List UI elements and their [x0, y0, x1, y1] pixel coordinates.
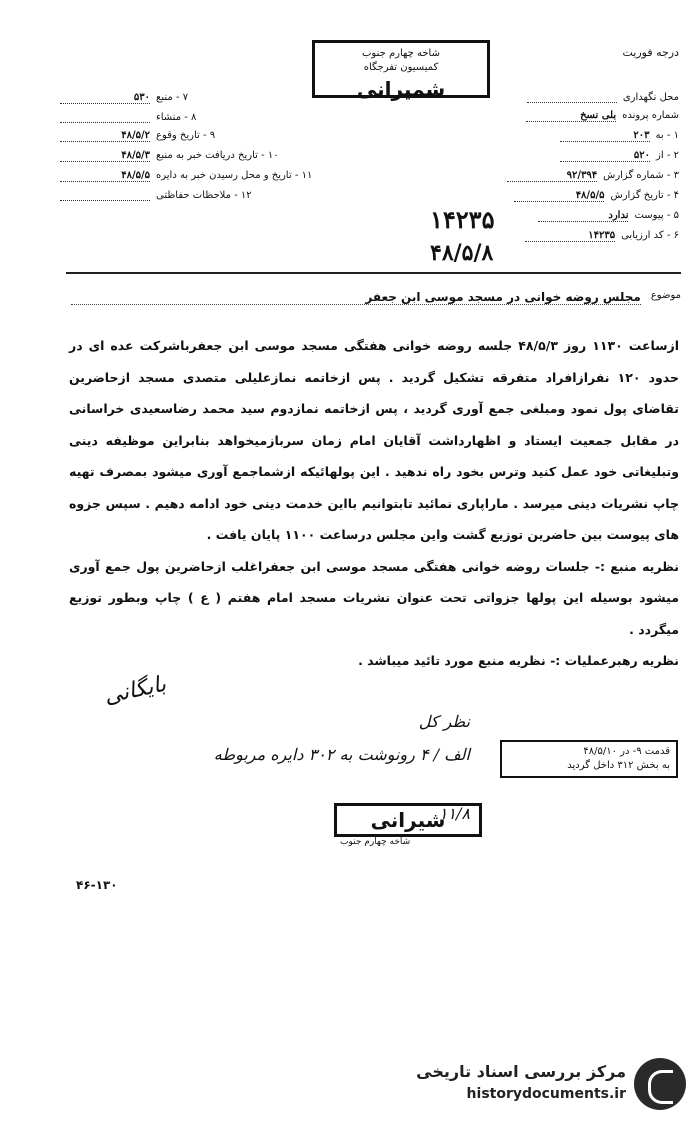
archive-logo-icon — [634, 1058, 686, 1110]
footer-code: ۴۶-۱۳۰ — [76, 878, 118, 892]
field-to — [560, 130, 680, 142]
field-value: ۵۳۰ — [60, 92, 150, 104]
field-value: ۴۸/۵/۲ — [60, 130, 150, 142]
field-receipt-date — [60, 150, 279, 162]
field-file-number — [526, 110, 679, 122]
field-value: ۵۲۰ — [560, 150, 650, 162]
field-value: ۹۲/۳۹۴ — [507, 170, 597, 182]
top-stamp — [312, 40, 490, 101]
watermark — [416, 1054, 686, 1114]
field-label: ۹ - تاریخ وقوع — [156, 130, 216, 141]
field-label: ۴ - تاریخ گزارش — [610, 190, 679, 201]
report-paragraph: ازساعت ۱۱۳۰ روز ۴۸/۵/۳ جلسه روضه خوانی هفتگی مسجد موسی ابن جعفرباشرکت عده ای در حدود ۱۲۰ نفرازافراد متفرقه تشکیل گردید . پس ازخاتمه نمازعلیلی متصدی مسجد ازحاضرین تقاضای پول نمود ومبلغی جمع آوری گردید ، پس ازخاتمه نمازدوم سید محمد رضاسعیدی خراسانی در مقابل جمعیت ایستاد و اظهارداشت آقایان امام زمان سربازمیخواهد بنابراین موظیفه دینی وتبلیغاتی خود عمل کنید وترس بخود راه ندهید . این پولهائیکه ازشماجمع آوری میشود بمصرف تهیه چاپ نشریات دینی میرسد . ماراپاری نمائید تابتوانیم بااین خدمت دینی خود ادامه دهیم . سپس جزوه های پیوست بین حاضرین توزیع گشت واین مجلس درساعت ۱۱۰۰ پایان یافت . — [69, 338, 679, 542]
field-security-notes — [60, 190, 252, 201]
field-label: محل نگهداری — [622, 92, 679, 103]
field-report-number — [507, 170, 679, 182]
top-stamp-big: شمیرانی — [356, 77, 446, 101]
field-attachment — [538, 210, 679, 222]
field-from — [560, 150, 679, 162]
field-label: ۶ - کد ارزیابی — [621, 230, 679, 241]
field-value: ۱۴۲۳۵ — [525, 230, 615, 242]
field-evaluation-code — [525, 230, 679, 242]
subject-label: موضوع — [650, 290, 681, 301]
field-value: ۲۰۳ — [560, 130, 650, 142]
registration-stamp — [500, 740, 678, 778]
operations-opinion: نظریه رهبرعملیات :- نظریه منبع مورد تائید میباشد . — [358, 653, 679, 668]
archive-signature: بایگانی — [102, 671, 169, 710]
handwritten-date: ۴۸/۵/۸ — [430, 240, 494, 266]
field-arrival-date — [60, 170, 312, 182]
top-stamp-line2: کمیسیون تفرجگاه — [363, 62, 439, 73]
field-label: ۷ - منبع — [156, 92, 189, 103]
registration-stamp-line2: به بخش ۳۱۲ داخل گردید — [567, 759, 670, 771]
field-label: شماره پرونده — [622, 110, 679, 121]
top-stamp-line1: شاخه چهارم جنوب — [362, 48, 440, 59]
field-label: ۱ - به — [655, 130, 679, 141]
registration-stamp-line1: قدمت ۹- در ۴۸/۵/۱۰ — [583, 746, 670, 757]
handwritten-note-line: نظر کل — [418, 712, 470, 731]
field-value: ۴۸/۵/۵ — [60, 170, 150, 182]
header-divider — [66, 272, 681, 274]
handwritten-note-line: ۱۱/۸ — [438, 804, 470, 823]
degree-label: درجه فوریت — [622, 46, 679, 59]
report-body — [69, 330, 679, 677]
watermark-name: مرکز بررسی اسناد تاریخی — [416, 1062, 626, 1081]
subject-line — [71, 290, 681, 305]
bottom-stamp: شیرانی — [334, 803, 482, 837]
field-origin — [60, 112, 196, 123]
field-value — [60, 112, 150, 123]
field-label: ۳ - شماره گزارش — [603, 170, 679, 181]
handwritten-number: ۱۴۲۳۵ — [430, 205, 495, 234]
handwritten-note-line: الف / ۴ رونوشت به ۳۰۲ دایره مربوطه — [213, 745, 470, 764]
field-value — [60, 190, 150, 201]
field-value: بلی نسخ — [526, 110, 616, 122]
field-storage — [527, 92, 679, 103]
field-value — [527, 92, 617, 103]
source-opinion: نظریه منبع :- جلسات روضه خوانی هفتگی مسجد موسی ابن جعفراغلب ازحاضرین پول جمع آوری میشود بوسیله این پولها جزواتی تحت عنوان نشریات مسجد امام هفتم ( ع ) چاپ وبطور توزیع میگردد . — [69, 558, 679, 637]
field-report-date — [514, 190, 679, 202]
watermark-url: historydocuments.ir — [466, 1086, 626, 1102]
field-label: ۵ - پیوست — [634, 210, 679, 221]
field-label: ۱۰ - تاریخ دریافت خبر به منبع — [156, 150, 279, 161]
field-label: ۱۲ - ملاحظات حفاظتی — [156, 190, 252, 201]
field-label: ۸ - منشاء — [156, 112, 197, 123]
bottom-stamp-label: شاخه چهارم جنوب — [340, 837, 411, 847]
field-source — [60, 92, 188, 104]
field-value: ۴۸/۵/۵ — [514, 190, 604, 202]
field-label: ۲ - از — [656, 150, 679, 161]
subject-value: مجلس روضه خوانی در مسجد موسی ابن جعفر — [71, 290, 641, 305]
field-value: ندارد — [538, 210, 628, 222]
field-occurrence-date — [60, 130, 215, 142]
field-label: ۱۱ - تاریخ و محل رسیدن خبر به دایره — [156, 170, 313, 181]
field-value: ۴۸/۵/۳ — [60, 150, 150, 162]
